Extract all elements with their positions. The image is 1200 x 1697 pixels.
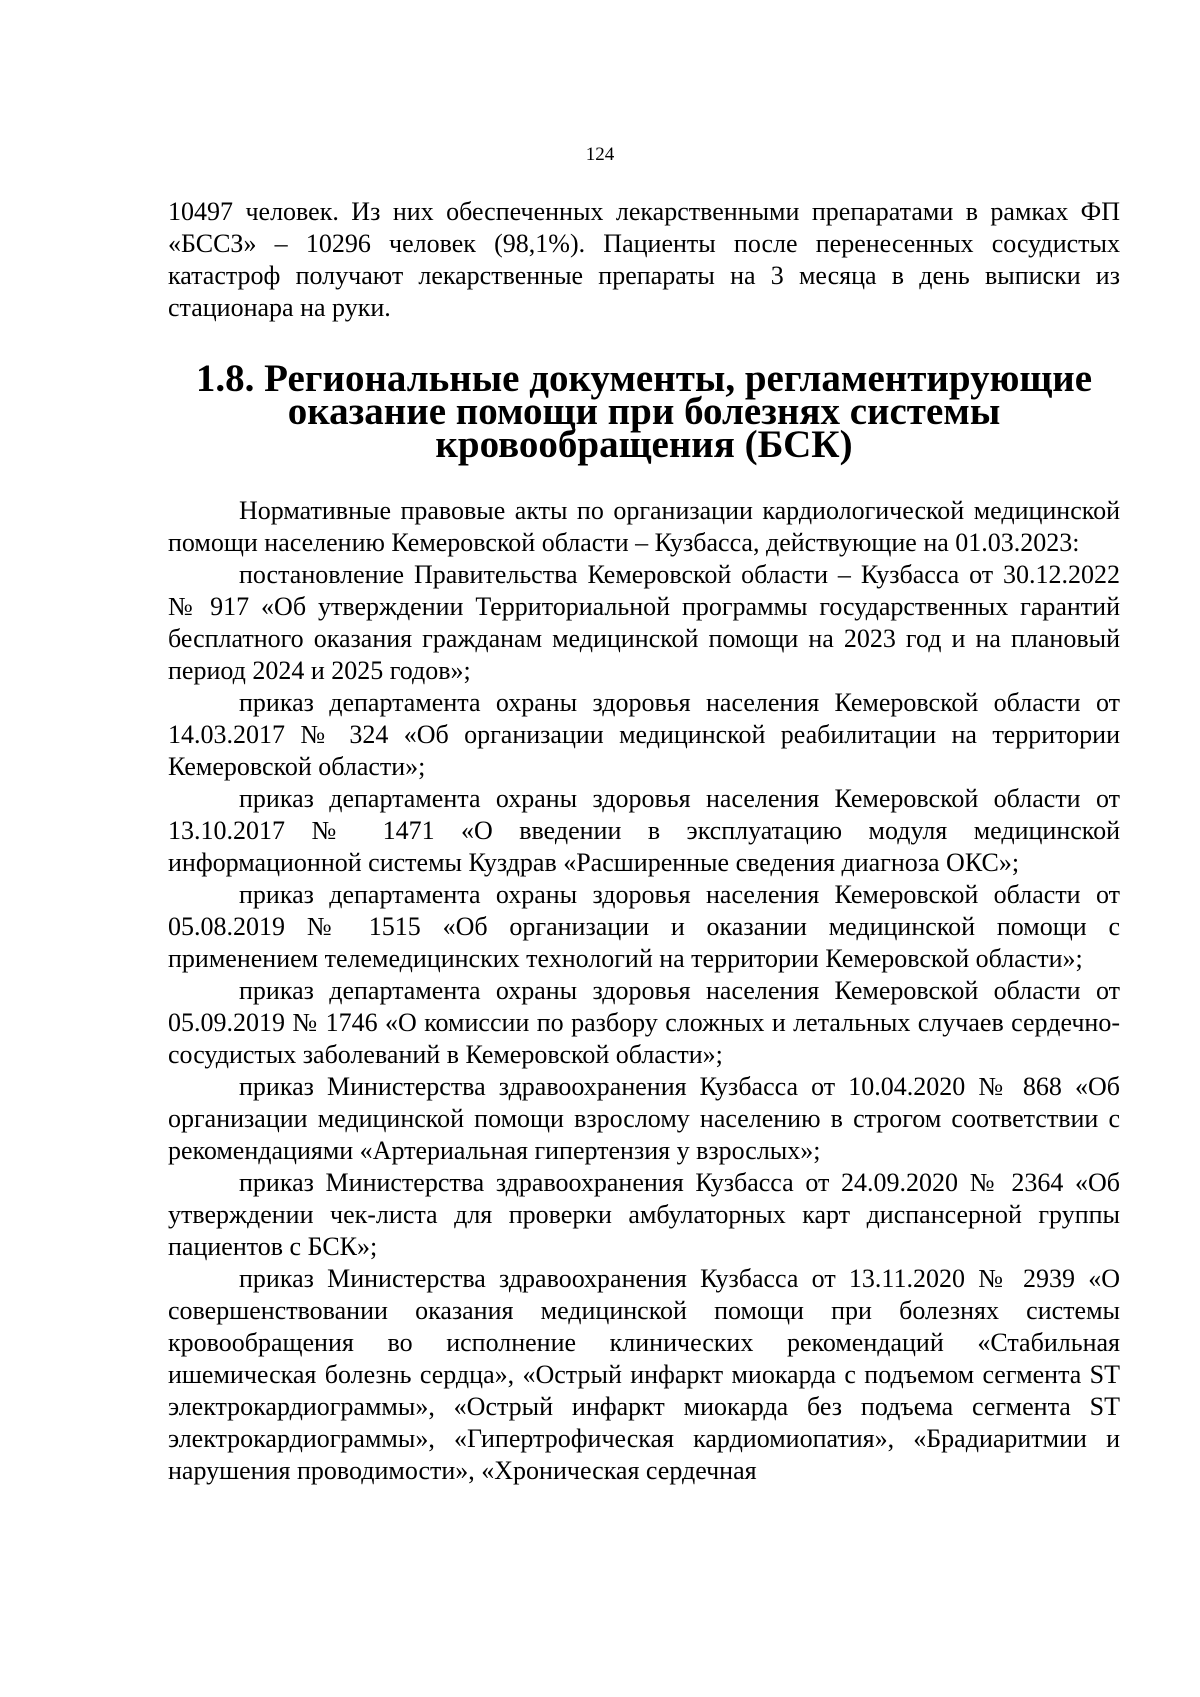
document-item: приказ Министерства здравоохранения Кузбасса от 24.09.2020 № 2364 «Об утверждении чек-листа для проверки амбулаторных карт диспансерной группы пациентов с БСК»;	[168, 1168, 1120, 1261]
document-item: приказ департамента охраны здоровья населения Кемеровской области от 05.08.2019 № 1515 «Об организации и оказании медицинской помощи с применением телемедицинских технологий на территории Кемеровской области»;	[168, 880, 1120, 973]
page-number: 124	[585, 144, 615, 165]
page-body	[168, 196, 1120, 1487]
intro-paragraph: 10497 человек. Из них обеспеченных лекарственными препаратами в рамках ФП «БССЗ» – 10296 человек (98,1%). Пациенты после перенесенных сосудистых катастроф получают лекарственные препараты на 3 месяца в день выписки из стационара на руки.	[168, 197, 1120, 322]
section-lead-paragraph: Нормативные правовые акты по организации кардиологической медицинской помощи населению Кемеровской области – Кузбасса, действующие на 01.03.2023:	[168, 496, 1120, 557]
document-item: приказ Министерства здравоохранения Кузбасса от 13.11.2020 № 2939 «О совершенствовании оказания медицинской помощи при болезнях системы кровообращения во исполнение клинических рекомендаций «Стабильная ишемическая болезнь сердца», «Острый инфаркт миокарда с подъемом сегмента ST электрокардиограммы», «Острый инфаркт миокарда без подъема сегмента ST электрокардиограммы», «Гипертрофическая кардиомиопатия», «Брадиаритмии и нарушения проводимости», «Хроническая сердечная	[168, 1264, 1120, 1485]
section-heading: 1.8. Региональные документы, регламентирующие оказание помощи при болезнях системы кровообращения (БСК)	[195, 357, 1093, 466]
document-item: постановление Правительства Кемеровской области – Кузбасса от 30.12.2022 № 917 «Об утверждении Территориальной программы государственных гарантий бесплатного оказания гражданам медицинской помощи на 2023 год и на плановый период 2024 и 2025 годов»;	[168, 560, 1120, 685]
document-item: приказ департамента охраны здоровья населения Кемеровской области от 05.09.2019 № 1746 «О комиссии по разбору сложных и летальных случаев сердечно-сосудистых заболеваний в Кемеровской области»;	[168, 976, 1120, 1069]
document-item: приказ Министерства здравоохранения Кузбасса от 10.04.2020 № 868 «Об организации медицинской помощи взрослому населению в строгом соответствии с рекомендациями «Артериальная гипертензия у взрослых»;	[168, 1072, 1120, 1165]
document-item: приказ департамента охраны здоровья населения Кемеровской области от 13.10.2017 № 1471 «О введении в эксплуатацию модуля медицинской информационной системы Куздрав «Расширенные сведения диагноза ОКС»;	[168, 784, 1120, 877]
document-item: приказ департамента охраны здоровья населения Кемеровской области от 14.03.2017 № 324 «Об организации медицинской реабилитации на территории Кемеровской области»;	[168, 688, 1120, 781]
